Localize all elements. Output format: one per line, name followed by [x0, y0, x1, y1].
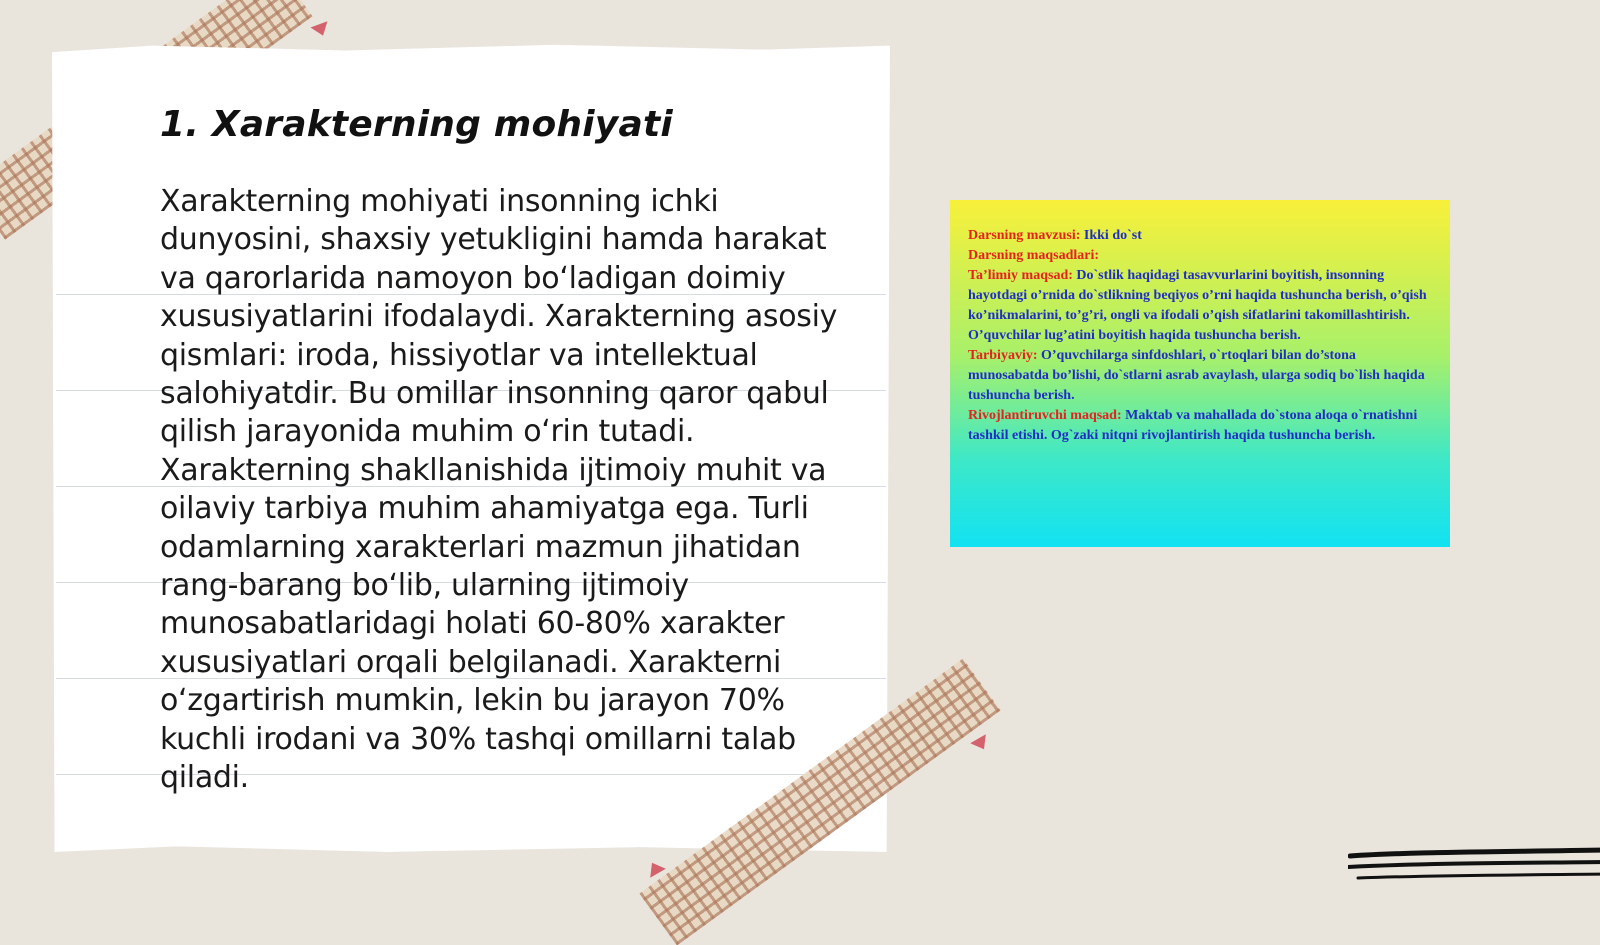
- educational-goal-text: Do`stlik haqidagi tasavvurlarini boyitish, insonning hayotdagi o’rnida do`stlikning beqiyos o’rni haqida tushuncha berish, o’qish ko’nikmalarini, to’g’ri, ongli va ifodali o’qish sifatlarini takomillashtirish. O’quvchilar lug’atini boyitish haqida tushuncha berish.: [968, 268, 1427, 343]
- educational-goal-label: Ta’limiy maqsad:: [968, 268, 1073, 283]
- lesson-goals-label: Darsning maqsadlari:: [968, 248, 1100, 263]
- lesson-developmental-goal: [968, 406, 1434, 446]
- upbringing-goal-text: O’quvchilarga sinfdoshlari, o`rtoqlari bilan do’stona munosabatda bo’lishi, do`stlarni asrab avaylash, ularga sodiq bo`lish haqida tushuncha berish.: [968, 348, 1425, 403]
- pin-icon: [644, 858, 666, 877]
- developmental-goal-label: Rivojlantiruvchi maqsad:: [968, 408, 1122, 423]
- lesson-topic-line: [968, 226, 1434, 246]
- upbringing-goal-label: Tarbiyaviy:: [968, 348, 1038, 363]
- lesson-goals-line: [968, 246, 1434, 266]
- lesson-educational-goal: [968, 266, 1434, 346]
- lesson-topic-value: Ikki do`st: [1083, 228, 1142, 243]
- pin-icon: [970, 734, 992, 753]
- lesson-upbringing-goal: [968, 346, 1434, 406]
- slide-title: 1. Xarakterning mohiyati: [160, 104, 673, 145]
- slide-body-text: Xarakterning mohiyati insonning ichki dunyosini, shaxsiy yetukligini hamda harakat va qarorlarida namoyon bo‘ladigan doimiy xususiyatlarini ifodalaydi. Xarakterning asosiy qismlari: iroda, hissiyotlar va intellektual salohiyatdir. Bu omillar insonning qaror qabul qilish jarayonida muhim o‘rin tutadi. Xarakterning shakllanishida ijtimoiy muhit va oilaviy tarbiya muhim ahamiyatga ega. Turli odamlarning xarakterlari mazmun jihatidan rang-barang bo‘lib, ularning ijtimoiy munosabatlaridagi holati 60-80% xarakter xususiyatlari orqali belgilanadi. Xarakterni o‘zgartirish mumkin, lekin bu jarayon 70% kuchli irodani va 30% tashqi omillarni talab qiladi.: [160, 184, 838, 796]
- developmental-goal-text: Maktab va mahallada do`stona aloqa o`rnatishni tashkil etishi. Og`zaki nitqni rivojlantirish haqida tushuncha berish.: [968, 408, 1418, 443]
- lesson-plan-image: [950, 200, 1450, 547]
- pin-icon: [310, 21, 331, 38]
- decorative-brush-lines: [1348, 846, 1600, 886]
- lesson-topic-label: Darsning mavzusi:: [968, 228, 1081, 243]
